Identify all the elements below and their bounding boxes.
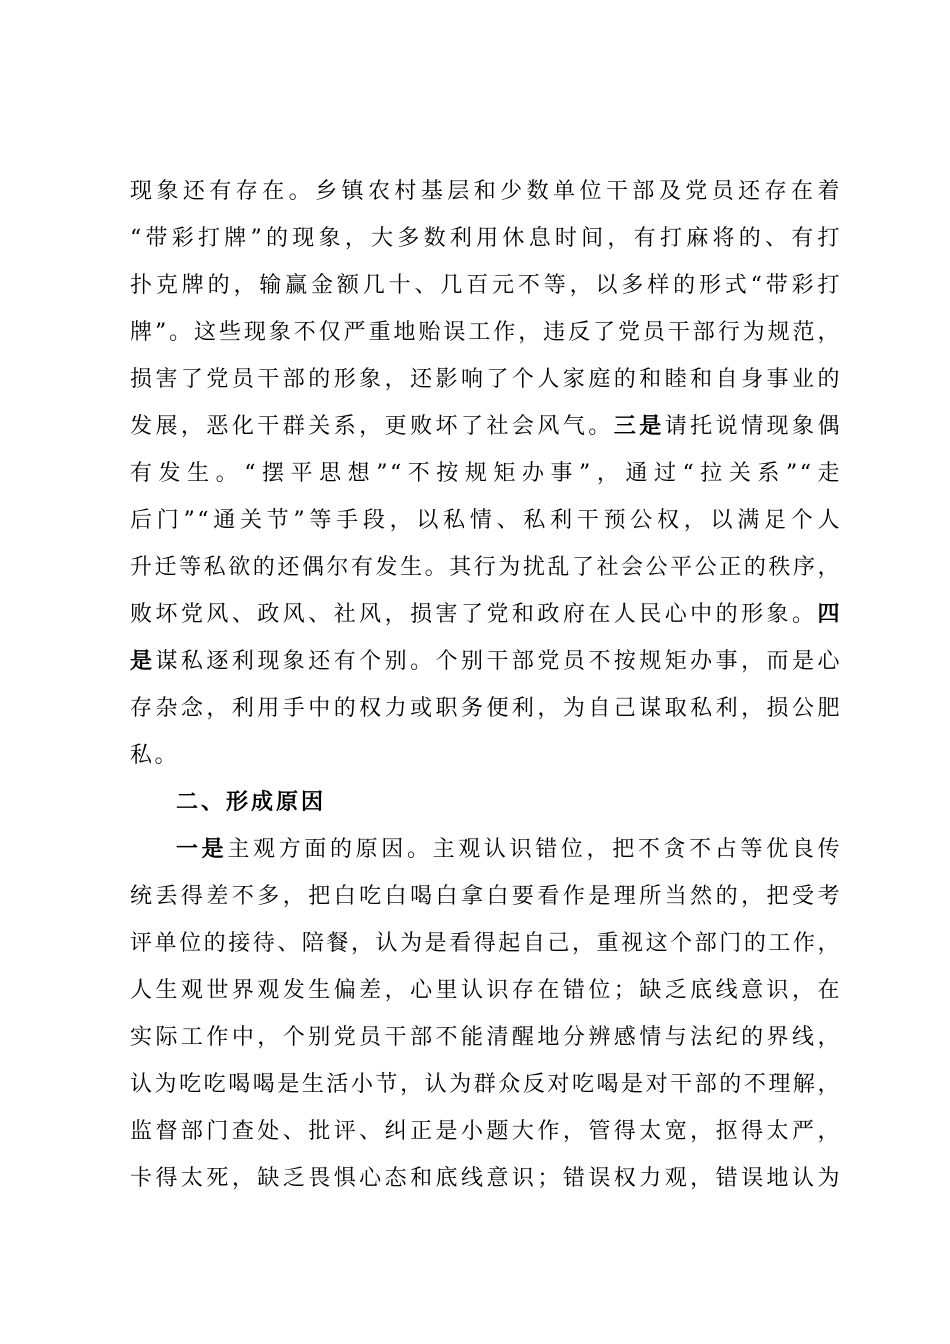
text-line: 人生观世界观发生偏差，心里认识存在错位；缺乏底线意识，在: [130, 978, 842, 1003]
text-line: 损害了党员干部的形象，还影响了个人家庭的和睦和自身事业的: [130, 367, 842, 392]
text-line: 有发生。“摆平思想”“不按规矩办事”，通过“拉关系”“走: [130, 461, 842, 486]
text-line: “带彩打牌”的现象，大多数利用休息时间，有打麻将的、有打: [130, 226, 842, 251]
text-line: 一是主观方面的原因。主观认识错位，把不贪不占等优良传: [176, 837, 842, 862]
text-line: 后门”“通关节”等手段，以私情、私利干预公权，以满足个人: [130, 508, 842, 533]
text-line: 牌”。这些现象不仅严重地贻误工作，违反了党员干部行为规范，: [130, 320, 842, 345]
point-marker-four: 四: [817, 602, 842, 627]
text-line: 扑克牌的，输赢金额几十、几百元不等，以多样的形式“带彩打: [130, 273, 842, 298]
text-line: 私。: [130, 743, 180, 768]
text-line: 是谋私逐利现象还有个别。个别干部党员不按规矩办事，而是心: [130, 649, 842, 674]
text-line: 败坏党风、政风、社风，损害了党和政府在人民心中的形象。四: [130, 602, 842, 627]
text-line: 监督部门查处、批评、纠正是小题大作，管得太宽，抠得太严，: [130, 1119, 842, 1144]
text-line: 发展，恶化干群关系，更败坏了社会风气。三是请托说情现象偶: [130, 414, 842, 439]
text-line: 升迁等私欲的还偶尔有发生。其行为扰乱了社会公平公正的秩序，: [130, 555, 842, 580]
point-marker-three: 三是: [613, 414, 665, 439]
point-marker-four-cont: 是: [130, 649, 156, 674]
text-line: 现象还有存在。乡镇农村基层和少数单位干部及党员还存在着: [130, 179, 842, 204]
point-marker-one: 一是: [176, 837, 228, 862]
text-line: 卡得太死，缺乏畏惧心态和底线意识；错误权力观，错误地认为: [130, 1166, 842, 1191]
text-line: 实际工作中，个别党员干部不能清醒地分辨感情与法纪的界线，: [130, 1025, 842, 1050]
text-line: 认为吃吃喝喝是生活小节，认为群众反对吃喝是对干部的不理解，: [130, 1072, 842, 1097]
text-line: 统丢得差不多，把白吃白喝白拿白要看作是理所当然的，把受考: [130, 884, 842, 909]
text-line: 评单位的接待、陪餐，认为是看得起自己，重视这个部门的工作，: [130, 931, 842, 956]
text-line: 存杂念，利用手中的权力或职务便利，为自己谋取私利，损公肥: [130, 696, 842, 721]
section-heading: 二、形成原因: [176, 790, 327, 815]
